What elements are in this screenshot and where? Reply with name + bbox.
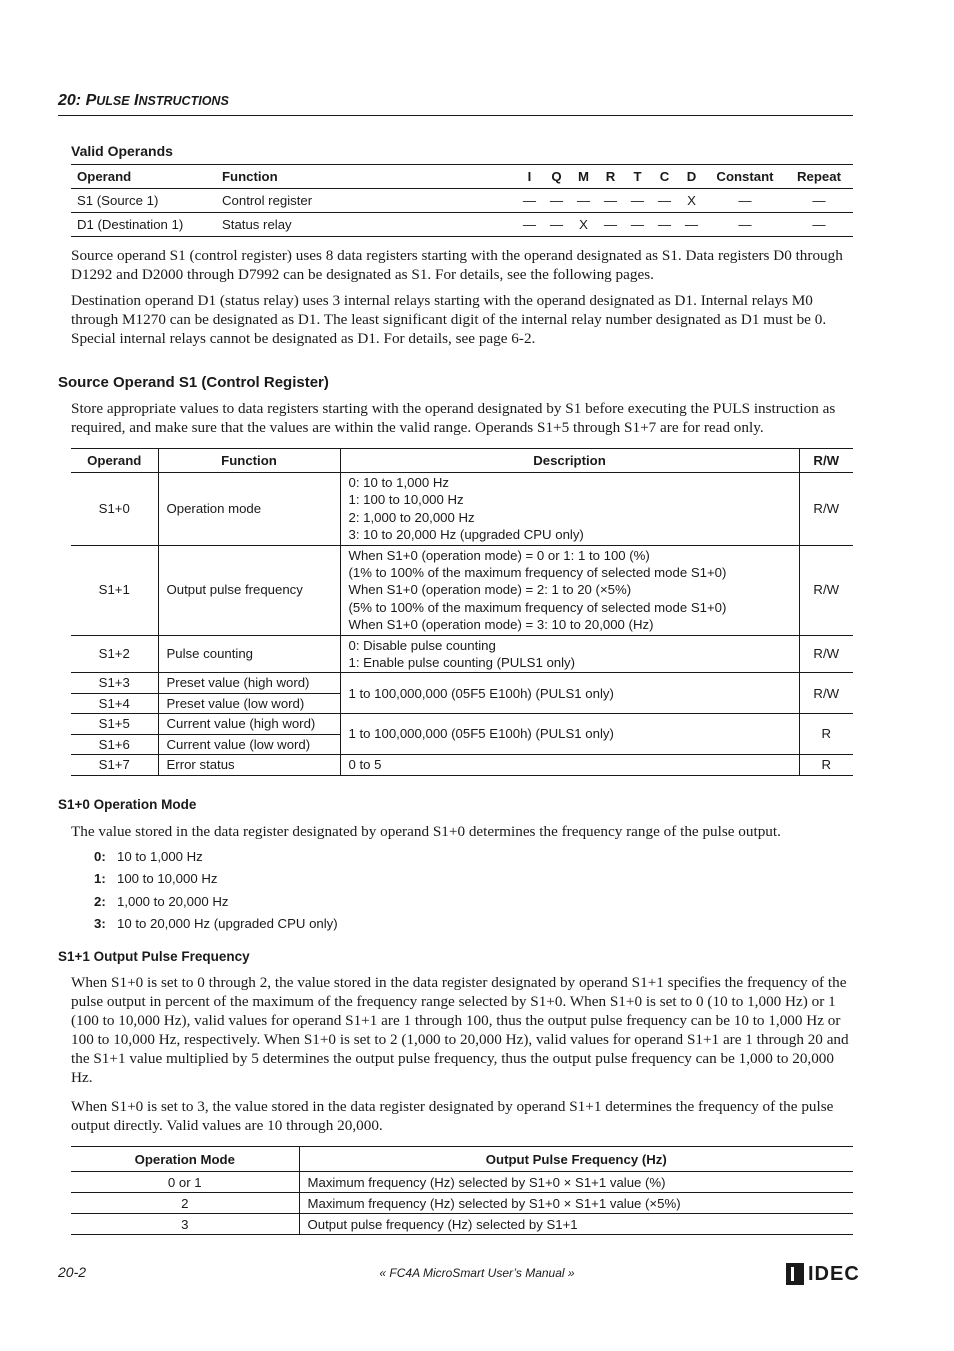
table-cell: — xyxy=(597,213,624,237)
table-cell: R xyxy=(799,714,853,755)
table-row xyxy=(71,714,853,734)
table-row xyxy=(71,545,853,635)
list-item xyxy=(94,894,228,909)
table-row xyxy=(71,635,853,673)
table-cell: — xyxy=(624,213,651,237)
table-cell: — xyxy=(651,189,678,213)
table-cell: Current value (high word) xyxy=(158,714,340,734)
table-cell: — xyxy=(597,189,624,213)
col-header: I xyxy=(516,165,543,189)
table-row xyxy=(71,1214,853,1235)
table-cell: Preset value (high word) xyxy=(158,673,340,693)
table-cell: 2 xyxy=(71,1193,299,1214)
table-cell: S1+1 xyxy=(71,545,158,635)
table-cell: S1+4 xyxy=(71,693,158,713)
chapter-title xyxy=(58,92,229,110)
table-cell: R/W xyxy=(799,635,853,673)
table-cell: R xyxy=(799,755,853,775)
table-cell: — xyxy=(651,213,678,237)
list-key: 3: xyxy=(94,916,106,931)
table-cell: — xyxy=(785,213,853,237)
table-cell: S1+6 xyxy=(71,734,158,754)
table-cell: R/W xyxy=(799,545,853,635)
table-cell: 0 or 1 xyxy=(71,1172,299,1193)
chapter-word2-cap: I xyxy=(134,92,139,109)
table-cell: S1+2 xyxy=(71,635,158,673)
desc-line: 3: 10 to 20,000 Hz (upgraded CPU only) xyxy=(348,527,584,543)
table-cell: — xyxy=(516,213,543,237)
table-cell: — xyxy=(705,213,785,237)
desc-line: 1: 100 to 10,000 Hz xyxy=(348,492,464,508)
paragraph-destination-operand: Destination operand D1 (status relay) uses 3 internal relays starting with the operand designated as D1. Internal relays M0 through M1270 can be designated as D1. The least significant digit of the internal relay number designated as D1 must be 0. Special internal relays cannot be designated as D1. For details, see page 6-2. xyxy=(71,292,827,347)
list-value: 10 to 20,000 Hz (upgraded CPU only) xyxy=(117,916,338,931)
table-cell: 1 to 100,000,000 (05F5 E100h) (PULS1 only) xyxy=(340,714,799,755)
list-value: 1,000 to 20,000 Hz xyxy=(117,894,229,909)
table-row xyxy=(71,1193,853,1214)
list-key: 0: xyxy=(94,849,106,864)
section-heading: Source Operand S1 (Control Register) xyxy=(58,374,329,391)
table-cell: R/W xyxy=(799,473,853,546)
list-value: 10 to 1,000 Hz xyxy=(117,849,203,864)
table-cell: — xyxy=(785,189,853,213)
valid-operands-table xyxy=(71,164,853,237)
desc-line: When S1+0 (operation mode) = 2: 1 to 20 (×5%) xyxy=(348,582,632,598)
subsection-heading: S1+1 Output Pulse Frequency xyxy=(58,949,250,964)
table-cell: S1 (Source 1) xyxy=(71,189,216,213)
table-cell: Operation mode xyxy=(158,473,340,546)
table-header-row xyxy=(71,165,853,189)
chapter-word1-rest: ULSE xyxy=(96,94,130,108)
page-number: 20-2 xyxy=(58,1264,87,1280)
list-item xyxy=(94,871,217,886)
table-cell: Preset value (low word) xyxy=(158,693,340,713)
table-cell: R/W xyxy=(799,673,853,714)
table-cell xyxy=(340,635,799,673)
subsection-heading: S1+0 Operation Mode xyxy=(58,797,197,812)
col-header: Function xyxy=(216,165,516,189)
table-cell: S1+3 xyxy=(71,673,158,693)
table-cell: 3 xyxy=(71,1214,299,1235)
table-row xyxy=(71,755,853,775)
manual-title: « FC4A MicroSmart User’s Manual » xyxy=(379,1266,575,1280)
table-cell: Pulse counting xyxy=(158,635,340,673)
paragraph-op-mode: The value stored in the data register designated by operand S1+0 determines the frequency range of the pulse output. xyxy=(71,823,781,840)
valid-operands-heading: Valid Operands xyxy=(71,143,173,159)
col-header: M xyxy=(570,165,597,189)
desc-line: 0: Disable pulse counting xyxy=(348,637,496,653)
table-cell: S1+5 xyxy=(71,714,158,734)
list-key: 2: xyxy=(94,894,106,909)
table-cell: — xyxy=(705,189,785,213)
table-cell: Output pulse frequency xyxy=(158,545,340,635)
col-header: Operation Mode xyxy=(71,1147,299,1172)
col-header: R xyxy=(597,165,624,189)
col-header: C xyxy=(651,165,678,189)
chapter-number: 20: xyxy=(58,92,82,109)
table-cell: 1 to 100,000,000 (05F5 E100h) (PULS1 only) xyxy=(340,673,799,714)
desc-line: 2: 1,000 to 20,000 Hz xyxy=(348,509,475,525)
table-cell: — xyxy=(624,189,651,213)
table-cell: X xyxy=(678,189,705,213)
table-row xyxy=(71,189,853,213)
col-header: Operand xyxy=(71,165,216,189)
table-row xyxy=(71,1172,853,1193)
col-header: T xyxy=(624,165,651,189)
table-row xyxy=(71,673,853,693)
table-cell: D1 (Destination 1) xyxy=(71,213,216,237)
table-cell: 0 to 5 xyxy=(340,755,799,775)
table-cell: Status relay xyxy=(216,213,516,237)
table-cell: — xyxy=(543,189,570,213)
table-cell: Error status xyxy=(158,755,340,775)
table-cell xyxy=(340,473,799,546)
table-cell: S1+7 xyxy=(71,755,158,775)
desc-line: When S1+0 (operation mode) = 3: 10 to 20,000 (Hz) xyxy=(348,617,654,633)
table-cell: Control register xyxy=(216,189,516,213)
table-cell: Maximum frequency (Hz) selected by S1+0 × S1+1 value (×5%) xyxy=(299,1193,853,1214)
idec-logo xyxy=(786,1263,860,1285)
table-cell: Maximum frequency (Hz) selected by S1+0 × S1+1 value (%) xyxy=(299,1172,853,1193)
table-row xyxy=(71,473,853,546)
list-item xyxy=(94,849,203,864)
paragraph-source-operand: Source operand S1 (control register) uses 8 data registers starting with the operand designated as S1. Data registers D0 through D1292 and D2000 through D7992 can be designated as S1. For details, see the following pages. xyxy=(71,247,843,283)
table-cell: — xyxy=(678,213,705,237)
col-header: Operand xyxy=(71,449,158,473)
col-header: Output Pulse Frequency (Hz) xyxy=(299,1147,853,1172)
col-header: Function xyxy=(158,449,340,473)
desc-line: 1: Enable pulse counting (PULS1 only) xyxy=(348,655,576,671)
table-cell: Current value (low word) xyxy=(158,734,340,754)
col-header: Repeat xyxy=(785,165,853,189)
col-header: Description xyxy=(340,449,799,473)
desc-line: (5% to 100% of the maximum frequency of selected mode S1+0) xyxy=(348,599,727,615)
col-header: R/W xyxy=(799,449,853,473)
chapter-word1-cap: P xyxy=(85,92,97,109)
frequency-table xyxy=(71,1146,853,1235)
paragraph-output-frequency: When S1+0 is set to 0 through 2, the value stored in the data register designated by operand S1+1 specifies the frequency of the pulse output in percent of the maximum of the frequency range selected by S1+0. When S1+0 is set to 0 (10 to 1,000 Hz) or 1 (100 to 10,000 Hz), valid values for operand S1+1 are 1 through 100, thus the output pulse frequency can be 10 to 1,000 Hz or 100 to 10,000 Hz, respectively. When S1+0 is set to 2 (1,000 to 20,000 Hz), valid values for operand S1+1 are 1 through 20 and the S1+1 value multiplied by 5 determines the output pulse frequency, thus the output pulse frequency can be 1,000 to 20,000 Hz. xyxy=(71,974,849,1086)
table-header-row xyxy=(71,1147,853,1172)
idec-logo-text: IDEC xyxy=(808,1262,860,1285)
header-rule xyxy=(58,115,853,116)
table-cell: Output pulse frequency (Hz) selected by S1+1 xyxy=(299,1214,853,1235)
chapter-word2-rest: NSTRUCTIONS xyxy=(138,94,229,108)
table-cell: X xyxy=(570,213,597,237)
table-cell xyxy=(340,545,799,635)
control-register-table xyxy=(71,448,853,776)
list-item xyxy=(94,916,338,931)
table-row xyxy=(71,213,853,237)
table-cell: — xyxy=(516,189,543,213)
list-value: 100 to 10,000 Hz xyxy=(117,871,218,886)
table-cell: S1+0 xyxy=(71,473,158,546)
idec-logo-mark-icon xyxy=(786,1263,804,1285)
col-header: Constant xyxy=(705,165,785,189)
col-header: Q xyxy=(543,165,570,189)
desc-line: (1% to 100% of the maximum frequency of selected mode S1+0) xyxy=(348,565,727,581)
table-cell: — xyxy=(543,213,570,237)
list-key: 1: xyxy=(94,871,106,886)
desc-line: When S1+0 (operation mode) = 0 or 1: 1 to 100 (%) xyxy=(348,547,650,563)
section-intro: Store appropriate values to data registers starting with the operand designated by S1 before executing the PULS instruction as required, and make sure that the values are within the valid range. Operands S1+5 through S1+7 are for read only. xyxy=(71,400,836,436)
table-cell: — xyxy=(570,189,597,213)
col-header: D xyxy=(678,165,705,189)
desc-line: 0: 10 to 1,000 Hz xyxy=(348,475,449,490)
table-header-row xyxy=(71,449,853,473)
paragraph-output-frequency-mode3: When S1+0 is set to 3, the value stored in the data register designated by operand S1+1 determines the frequency of the pulse output directly. Valid values are 10 through 20,000. xyxy=(71,1098,834,1134)
